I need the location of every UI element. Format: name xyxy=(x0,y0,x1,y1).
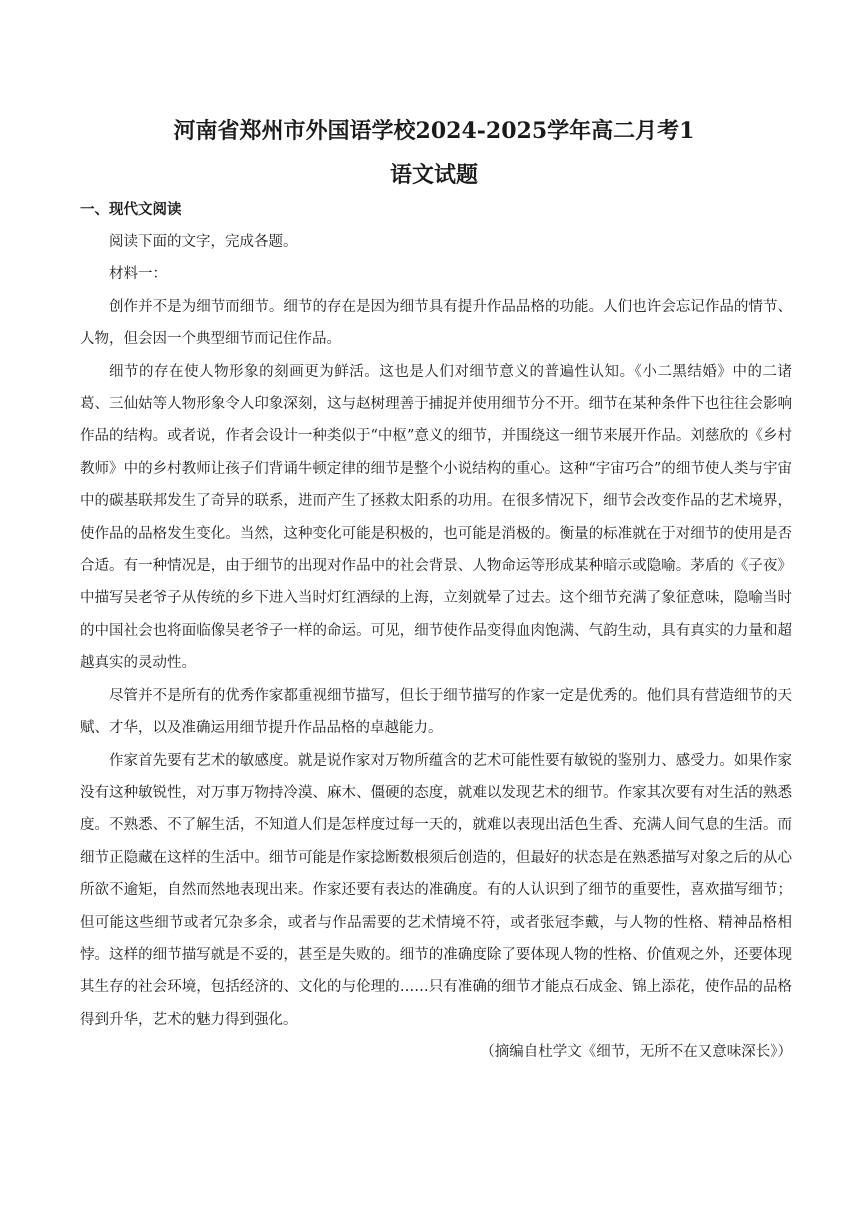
material-label: 材料一： xyxy=(109,266,167,283)
paragraph: 作家首先要有艺术的敏感度。就是说作家对万物所蕴含的艺术可能性要有敏锐的鉴别力、感受力。如果作家没有这种敏锐性，对万事万物持冷漠、麻木、僵硬的态度，就难以发现艺术的细节。作家其次要有对生活的熟悉度。不熟悉、不了解生活，不知道人们是怎样度过每一天的，就难以表现出活色生香、充满人间气息的生活。而细节正隐藏在这样的生活中。细节可能是作家捻断数根须后创造的，但最好的状态是在熟悉描写对象之后的从心所欲不逾矩，自然而然地表现出来。作家还要有表达的准确度。有的人认识到了细节的重要性，喜欢描写细节；但可能这些细节或者冗杂多余，或者与作品需要的艺术情境不符，或者张冠李戴，与人物的性格、精神品格相悖。这样的细节描写就是不妥的，甚至是失败的。细节的准确度除了要体现人物的性格、价值观之外，还要体现其生存的社会环境，包括经济的、文化的与伦理的……只有准确的细节才能点石成金、锦上添花，使作品的品格得到升华，艺术的魅力得到强化。 xyxy=(80,752,792,1028)
paragraph: 尽管并不是所有的优秀作家都重视细节描写，但长于细节描写的作家一定是优秀的。他们具有营造细节的天赋、才华，以及准确运用细节提升作品品格的卓越能力。 xyxy=(80,687,792,737)
document-title: 河南省郑州市外国语学校2024-2025学年高二月考1 xyxy=(173,118,695,144)
paragraph: 创作并不是为细节而细节。细节的存在是因为细节具有提升作品品格的功能。人们也许会忘记作品的情节、人物，但会因一个典型细节而记住作品。 xyxy=(80,298,792,348)
instruction-text: 阅读下面的文字，完成各题。 xyxy=(109,234,298,250)
source-citation: （摘编自杜学文《细节，无所不在又意味深长》） xyxy=(480,1044,792,1061)
section-heading: 一、现代文阅读 xyxy=(80,202,182,218)
reading-passage xyxy=(80,226,792,1069)
paragraph: 细节的存在使人物形象的刻画更为鲜活。这也是人们对细节意义的普遍性认知。《小二黑结婚》中的二诸葛、三仙姑等人物形象令人印象深刻，这与赵树理善于捕捉并使用细节分不开。细节在某种条件下也往往会影响作品的结构。或者说，作者会设计一种类似于“中枢”意义的细节，并围绕这一细节来展开作品。刘慈欣的《乡村教师》中的乡村教师让孩子们背诵牛顿定律的细节是整个小说结构的重心。这种“宇宙巧合”的细节使人类与宇宙中的碳基联邦发生了奇异的联系，进而产生了拯救太阳系的功用。在很多情况下，细节会改变作品的艺术境界，使作品的品格发生变化。当然，这种变化可能是积极的，也可能是消极的。衡量的标准就在于对细节的使用是否合适。有一种情况是，由于细节的出现对作品中的社会背景、人物命运等形成某种暗示或隐喻。茅盾的《子夜》中描写吴老爷子从传统的乡下进入当时灯红酒绿的上海，立刻就晕了过去。这个细节充满了象征意味，隐喻当时的中国社会也将面临像吴老爷子一样的命运。可见，细节使作品变得血肉饱满、气韵生动，具有真实的力量和超越真实的灵动性。 xyxy=(80,363,792,672)
document-subtitle: 语文试题 xyxy=(389,162,478,188)
